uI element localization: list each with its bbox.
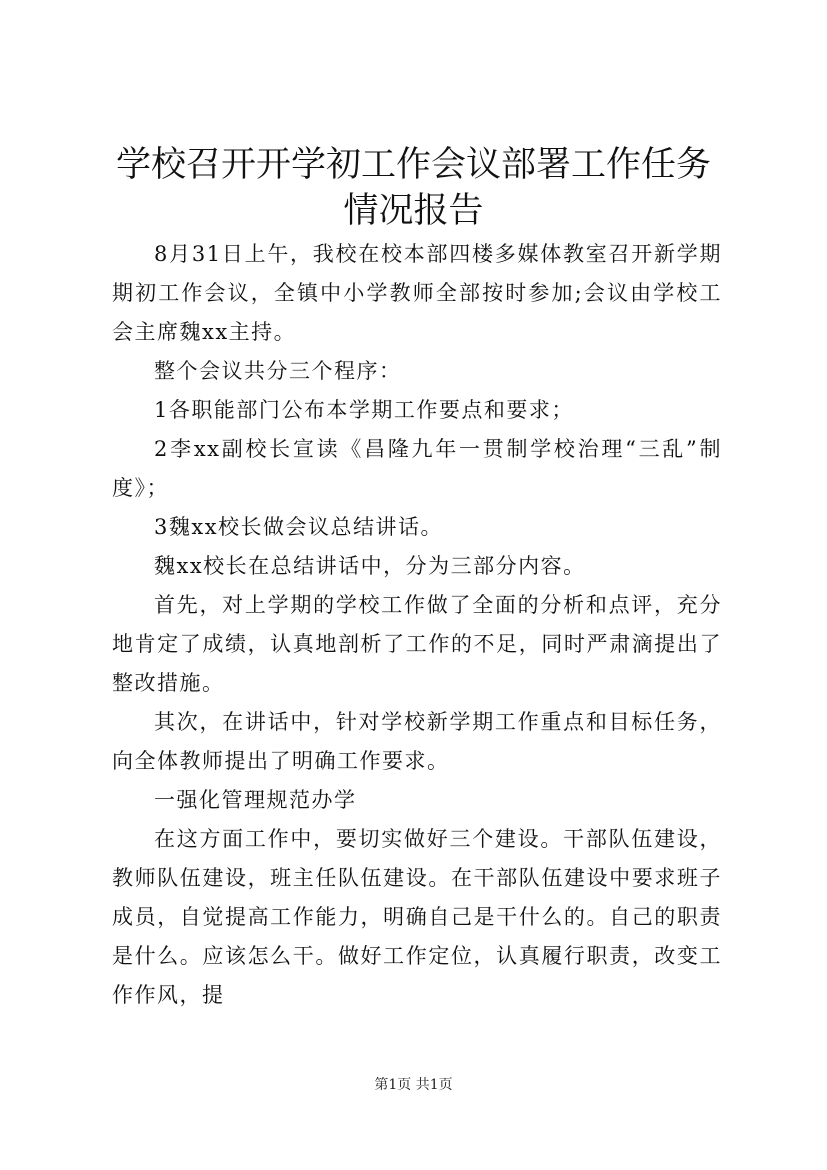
paragraph-6: 魏xx校长在总结讲话中，分为三部分内容。 <box>154 554 586 578</box>
paragraph-4: 2李xx副校长宣读《昌隆九年一贯制学校治理“三乱”制度》； <box>112 437 722 500</box>
paragraph-7: 首先，对上学期的学校工作做了全面的分析和点评，充分地肯定了成绩，认真地剖析了工作的不足，同时严肃滴提出了整改措施。 <box>112 593 722 695</box>
paragraph-5: 3魏xx校长做会议总结讲话。 <box>154 515 444 539</box>
document-title: 学校召开开学初工作会议部署工作任务情况报告 <box>115 145 711 231</box>
paragraph-1: 8月31日上午，我校在校本部四楼多媒体教室召开新学期期初工作会议，全镇中小学教师全部按时参加;会议由学校工会主席魏xx主持。 <box>112 242 722 344</box>
paragraph-8: 其次，在讲话中，针对学校新学期工作重点和目标任务，向全体教师提出了明确工作要求。 <box>112 710 722 773</box>
paragraph-2: 整个会议共分三个程序： <box>154 359 402 383</box>
paragraph-3: 1各职能部门公布本学期工作要点和要求； <box>154 398 574 422</box>
page-footer: 第1页 共1页 <box>374 1077 453 1093</box>
section-heading: 一强化管理规范办学 <box>154 788 357 812</box>
document-body <box>112 235 722 1015</box>
paragraph-10: 在这方面工作中，要切实做好三个建设。干部队伍建设，教师队伍建设，班主任队伍建设。在干部队伍建设中要求班子成员，自觉提高工作能力，明确自己是干什么的。自己的职责是什么。应该怎么干。做好工作定位，认真履行职责，改变工作作风，提 <box>112 827 722 1007</box>
